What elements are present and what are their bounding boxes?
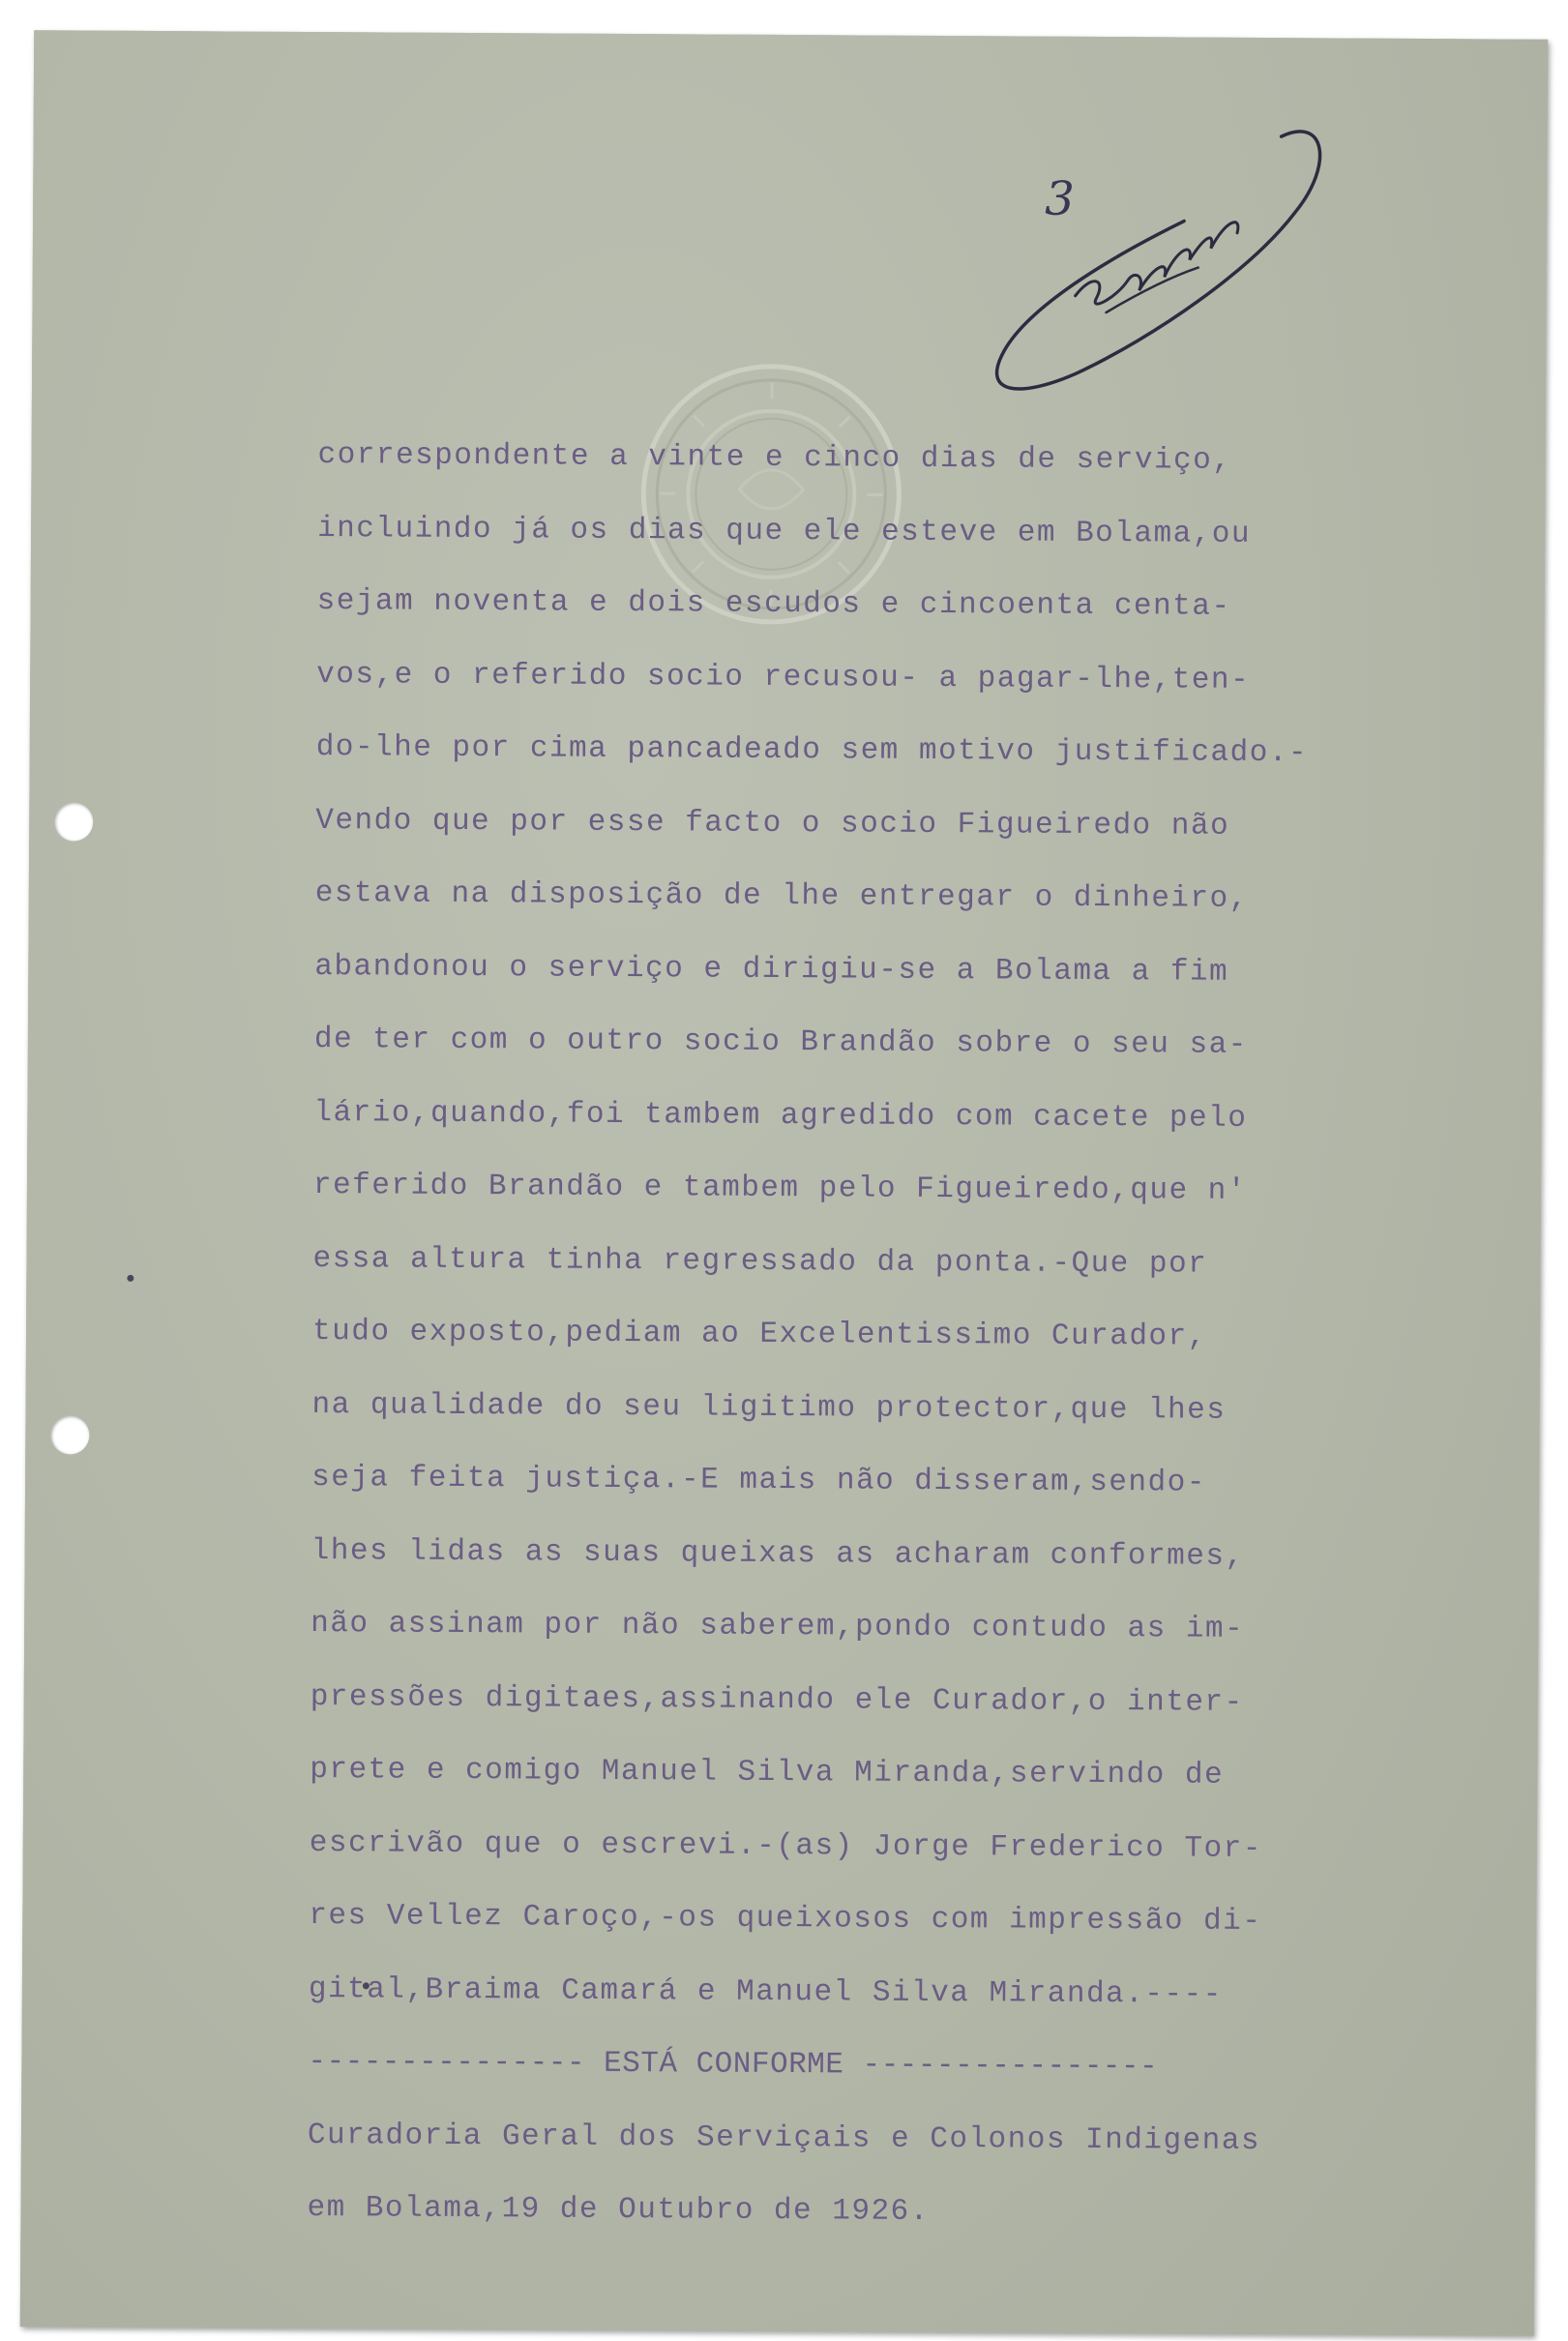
signature-mark [961, 104, 1330, 415]
punch-hole-bottom [50, 1415, 89, 1454]
body-line: do-lhe por cima pancadeado sem motivo justificado.- [315, 730, 1309, 771]
body-line: lário,quando,foi tambem agredido com cacete pelo [313, 1095, 1248, 1136]
closing-date-line: em Bolama,19 de Outubro de 1926. [307, 2191, 930, 2229]
ink-speck [127, 1275, 133, 1282]
body-line: na qualidade do seu ligitimo protector,que lhes [311, 1387, 1227, 1428]
body-line: seja feita justiça.-E mais não disseram,sendo- [311, 1461, 1206, 1500]
document-page [20, 30, 1548, 2336]
body-line: lhes lidas as suas queixas as acharam conformes, [311, 1533, 1245, 1574]
body-line: gital,Braima Camará e Manuel Silva Miranda.---- [308, 1971, 1223, 2012]
body-line: incluindo já os dias que ele esteve em Bolama,ou [317, 511, 1252, 551]
body-line: abandonou o serviço e dirigiu-se a Bolama a fim [314, 949, 1229, 990]
typewritten-body [307, 419, 1421, 2251]
body-line: de ter com o outro socio Brandão sobre o seu sa- [313, 1022, 1248, 1062]
closing-line: Curadoria Geral dos Serviçais e Colonos Indigenas [307, 2118, 1261, 2158]
body-line: correspondente a vinte e cinco dias de serviço, [317, 438, 1232, 478]
punch-hole-top [54, 802, 93, 841]
body-line: sejam noventa e dois escudos e cincoenta centa- [316, 584, 1231, 624]
conformity-line: --------------- ESTÁ CONFORME ---------------- [308, 2045, 1159, 2085]
body-line: prete e comigo Manuel Silva Miranda,servindo de [310, 1753, 1225, 1793]
body-line: escrivão que o escrevi.-(as) Jorge Frederico Tor- [309, 1825, 1262, 1866]
page-number: 3 [1045, 171, 1075, 226]
body-line: vos,e o referido socio recusou- a pagar-lhe,ten- [316, 657, 1251, 697]
body-line: referido Brandão e tambem pelo Figueiredo,que n' [312, 1169, 1248, 1208]
body-line: Vendo que por esse facto o socio Figueiredo não [315, 803, 1230, 844]
body-line: estava na disposição de lhe entregar o dinheiro, [314, 876, 1249, 916]
body-line: essa altura tinha regressado da ponta.-Que por [312, 1241, 1208, 1282]
body-line: res Vellez Caroço,-os queixosos com impressão di- [309, 1899, 1262, 1940]
body-line: pressões digitaes,assinando ele Curador,o inter- [310, 1679, 1244, 1720]
body-line: tudo exposto,pediam ao Excelentissimo Curador, [311, 1315, 1207, 1354]
body-line: não assinam por não saberem,pondo contudo as im- [311, 1607, 1245, 1646]
